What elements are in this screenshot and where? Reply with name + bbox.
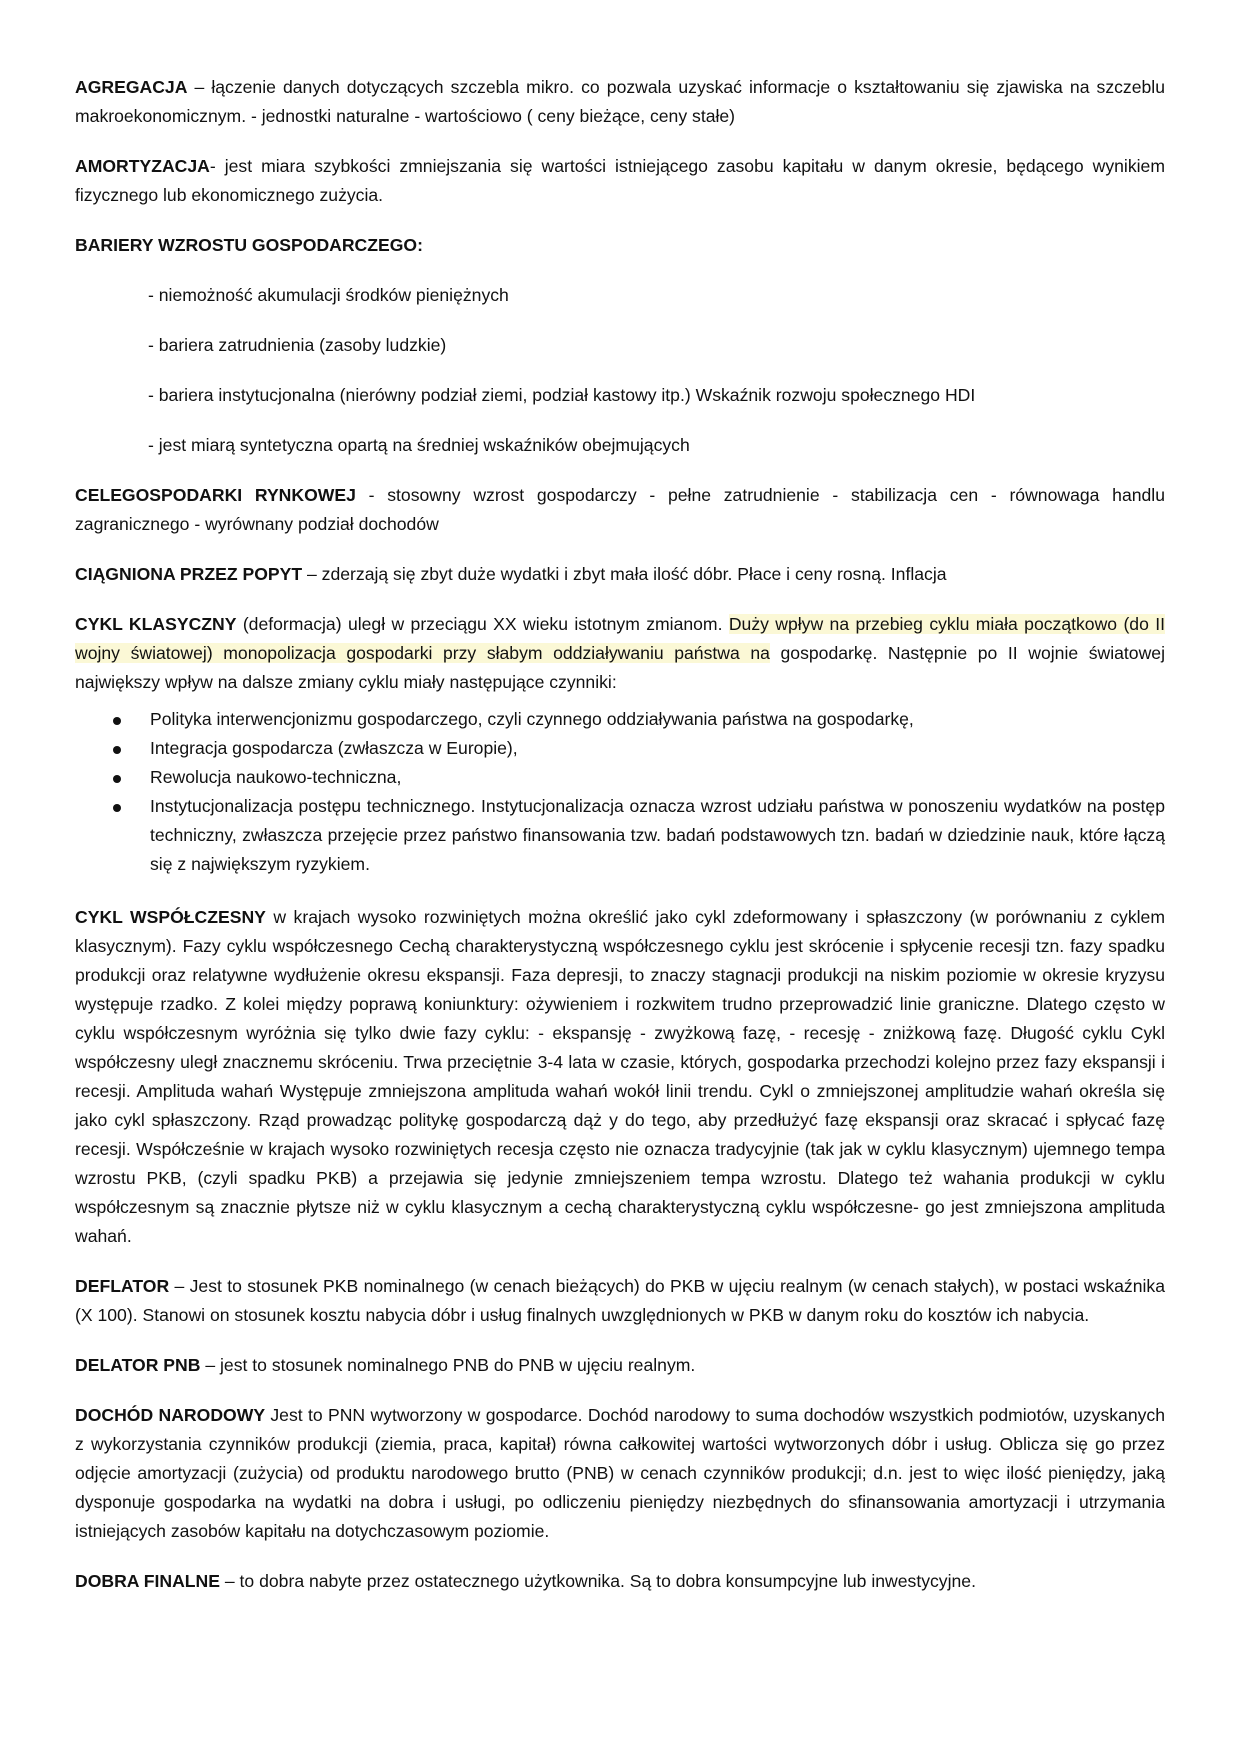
term-dochod-narodowy: DOCHÓD NARODOWY [75, 1405, 266, 1425]
definition-dobra-finalne: – to dobra nabyte przez ostatecznego użytkownika. Są to dobra konsumpcyjne lub inwestycyjne. [219, 1571, 976, 1591]
list-item: - jest miarą syntetyczna opartą na średniej wskaźników obejmujących [148, 435, 690, 455]
highlighted-text: Duży wpływ na przebieg cyklu miała początkowo (do II wojny światowej) monopolizacja gospodarki przy słabym oddziaływaniu państwa na [75, 614, 1166, 663]
term-ciagniona: CIĄGNIONA PRZEZ POPYT [75, 564, 303, 584]
bullet-icon [113, 775, 121, 783]
definition-cele-gospodarki: - stosowny wzrost gospodarczy - pełne zatrudnienie - stabilizacja cen - równowaga handlu zagranicznego - wyrównany podział dochodów [75, 485, 1165, 534]
list-item-text: Polityka interwencjonizmu gospodarczego, czyli czynnego oddziaływania państwa na gospodarkę, [150, 709, 914, 729]
list-item [75, 705, 1165, 734]
entry-dochod-narodowy [75, 1401, 1165, 1546]
list-item [75, 763, 1165, 792]
entry-bariery [75, 231, 1165, 260]
bullet-icon [113, 804, 121, 812]
bullet-icon [113, 746, 121, 754]
term-cele-gospodarki: CELEGOSPODARKI RYNKOWEJ [75, 485, 356, 505]
definition-delator-pnb: – jest to stosunek nominalnego PNB do PNB w ujęciu realnym. [200, 1355, 696, 1375]
definition-amortyzacja: - jest miara szybkości zmniejszania się wartości istniejącego zasobu kapitału w danym okresie, będącego wynikiem fizycznego lub ekonomicznego zużycia. [75, 156, 1165, 205]
term-cykl-wspolczesny: CYKL WSPÓŁCZESNY [75, 907, 266, 927]
entry-agregacja [75, 73, 1165, 131]
list-item: - bariera instytucjonalna (nierówny podział ziemi, podział kastowy itp.) Wskaźnik rozwoju społecznego HDI [148, 385, 976, 405]
entry-amortyzacja [75, 152, 1165, 210]
list-item: - niemożność akumulacji środków pieniężnych [148, 285, 509, 305]
definition-cykl-klasyczny-end: gospodarkę. Następnie po II wojnie światowej największy wpływ na dalsze zmiany cyklu miały następujące czynniki: [75, 643, 1165, 692]
definition-dochod-narodowy: Jest to PNN wytworzony w gospodarce. Dochód narodowy to suma dochodów wszystkich podmiotów, uzyskanych z wykorzystania czynników produkcji (ziemia, praca, kapitał) równa całkowitej wartości wytworzonych dóbr i usług. Oblicza się go przez odjęcie amortyzacji (zużycia) od produktu narodowego brutto (PNB) w cenach czynników produkcji; d.n. jest to więc ilość pieniędzy, jaką dysponuje gospodarka na wydatki na dobra i usługi, po odliczeniu pieniędzy niezbędnych do sfinansowania amortyzacji i utrzymania istniejących zasobów kapitału na dotychczasowym poziomie. [75, 1405, 1165, 1541]
entry-dobra-finalne [75, 1567, 1165, 1596]
entry-deflator [75, 1272, 1165, 1330]
entry-delator-pnb [75, 1351, 1165, 1380]
list-item-text: Rewolucja naukowo-techniczna, [150, 767, 402, 787]
list-item [75, 734, 1165, 763]
term-agregacja: AGREGACJA [75, 77, 188, 97]
definition-ciagniona: – zderzają się zbyt duże wydatki i zbyt mała ilość dóbr. Płace i ceny rosną. Inflacja [302, 564, 947, 584]
definition-deflator: – Jest to stosunek PKB nominalnego (w cenach bieżących) do PKB w ujęciu realnym (w cenach stałych), w postaci wskaźnika (X 100). Stanowi on stosunek kosztu nabycia dóbr i usług finalnych uwzględnionych w PKB w danym roku do kosztów ich nabycia. [75, 1276, 1165, 1325]
term-delator-pnb: DELATOR PNB [75, 1355, 201, 1375]
term-amortyzacja: AMORTYZACJA [75, 156, 210, 176]
list-item-text: Instytucjonalizacja postępu technicznego. Instytucjonalizacja oznacza wzrost udziału państwa w ponoszeniu wydatków na postęp techniczny, zwłaszcza przejęcie przez państwo finansowania tzw. badań podstawowych tzn. badań w dziedzinie nauk, które łączą się z największym ryzykiem. [150, 796, 1165, 874]
term-cykl-klasyczny: CYKL KLASYCZNY [75, 614, 237, 634]
cykl-klasyczny-bullets [75, 705, 1165, 879]
document-page [75, 73, 1165, 1617]
list-item: - bariera zatrudnienia (zasoby ludzkie) [148, 335, 447, 355]
entry-cele-gospodarki [75, 481, 1165, 539]
term-dobra-finalne: DOBRA FINALNE [75, 1571, 220, 1591]
definition-agregacja: – łączenie danych dotyczących szczebla mikro. co pozwala uzyskać informacje o kształtowaniu się zjawiska na szczeblu makroekonomicznym. - jednostki naturalne - wartościowo ( ceny bieżące, ceny stałe) [75, 77, 1165, 126]
term-deflator: DEFLATOR [75, 1276, 170, 1296]
bullet-icon [113, 717, 121, 725]
entry-cykl-klasyczny [75, 610, 1165, 697]
list-item [75, 792, 1165, 879]
definition-cykl-klasyczny-start: (deformacja) uległ w przeciągu XX wieku istotnym zmianom. [236, 614, 729, 634]
term-bariery: BARIERY WZROSTU GOSPODARCZEGO: [75, 235, 423, 255]
definition-cykl-wspolczesny: w krajach wysoko rozwiniętych można określić jako cykl zdeformowany i spłaszczony (w porównaniu z cyklem klasycznym). Fazy cyklu współczesnego Cechą charakterystyczną współczesnego cyklu jest skrócenie i spłycenie recesji tzn. fazy spadku produkcji oraz relatywne wydłużenie okresu ekspansji. Faza depresji, to znaczy stagnacji produkcji na niskim poziomie w okresie kryzysu występuje rzadko. Z kolei między poprawą koniunktury: ożywieniem i rozkwitem trudno przeprowadzić linie graniczne. Dlatego często w cyklu współczesnym wyróżnia się tylko dwie fazy cyklu: - ekspansję - zwyżkową fazę, - recesję - zniżkową fazę. Długość cyklu Cykl współczesny uległ znacznemu skróceniu. Trwa przeciętnie 3-4 lata w czasie, których, gospodarka przechodzi kolejno przez fazy ekspansji i recesji. Amplituda wahań Występuje zmniejszona amplituda wahań wokół linii trendu. Cykl o zmniejszonej amplitudzie wahań określa się jako cykl spłaszczony. Rząd prowadząc politykę gospodarczą dąż y do tego, aby przedłużyć fazę ekspansji oraz skracać i spłycać fazę recesji. Współcześnie w krajach wysoko rozwiniętych recesja często nie oznacza tradycyjnie (tak jak w cyklu klasycznym) ujemnego tempa wzrostu PKB, (czyli spadku PKB) a przejawia się jedynie zmniejszeniem tempa wzrostu. Dlatego też wahania produkcji w cyklu współczesnym są znacznie płytsze niż w cyklu klasycznym a cechą charakterystyczną cyklu współczesne- go jest zmniejszona amplituda wahań. [75, 907, 1165, 1246]
entry-cykl-wspolczesny [75, 903, 1165, 1251]
list-item-text: Integracja gospodarcza (zwłaszcza w Europie), [150, 738, 518, 758]
entry-ciagniona [75, 560, 1165, 589]
bariery-list [75, 281, 1165, 460]
